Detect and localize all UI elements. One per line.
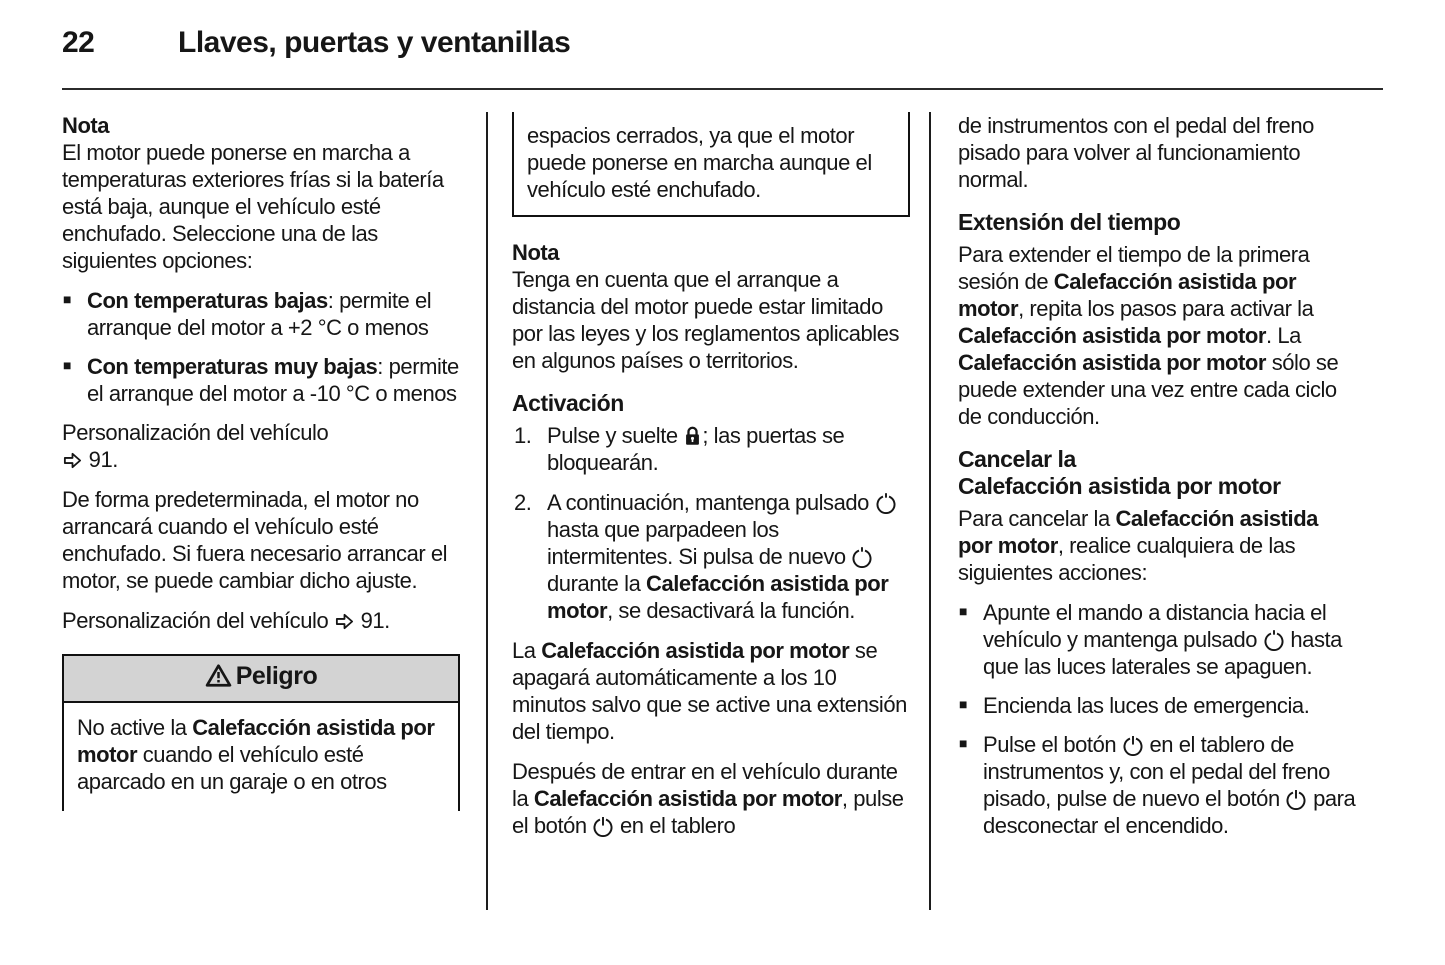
item-number: 2. — [514, 490, 532, 515]
section-heading: Cancelar la Calefacción asistida por motor — [958, 446, 1281, 499]
text: A continuación, mantenga pulsado — [547, 490, 875, 515]
list-item — [958, 692, 1356, 719]
text: : permite el arranque del motor a -10 °C o menos — [87, 354, 459, 406]
list-item-text — [983, 600, 1342, 679]
text: para desconectar el encendido. — [983, 786, 1356, 838]
list-item — [958, 731, 1356, 839]
power-icon — [592, 812, 614, 839]
bullet-marker: ■ — [959, 735, 968, 751]
numbered-list — [512, 422, 910, 624]
bold-text: Calefacción asistida por motor — [958, 323, 1267, 348]
text: ; las puertas se bloquearán. — [547, 423, 845, 475]
list-item-text — [547, 490, 897, 623]
power-icon — [1285, 785, 1307, 812]
text: , pulse el botón — [512, 786, 904, 838]
text: Pulse y suelte — [547, 423, 684, 448]
warning-box-body — [514, 112, 908, 215]
list-item — [62, 287, 460, 341]
text: hasta que parpadeen los intermitentes. Si pulsa de nuevo — [547, 517, 852, 569]
remote-start-icon — [1263, 626, 1285, 653]
warning-box — [512, 112, 910, 217]
paragraph — [958, 505, 1356, 586]
section-heading: Extensión del tiempo — [958, 209, 1181, 235]
bold-text: Calefacción asistida por motor — [541, 638, 850, 663]
text: De forma predeterminada, el motor no arrancará cuando el vehículo esté enchufado. Si fuera necesario arrancar el motor, se puede cambiar dicho ajuste. — [62, 487, 448, 593]
list-item — [958, 599, 1356, 680]
bold-text: Con temperaturas bajas — [87, 288, 328, 313]
bold-text: Calefacción asistida por motor — [77, 715, 435, 767]
remote-start-icon — [851, 543, 873, 570]
text: Personalización del vehículo — [62, 608, 334, 633]
text: durante la — [547, 571, 647, 596]
text: Para extender el tiempo de la primera sesión de — [958, 242, 1310, 294]
page-ref-arrow-icon — [62, 446, 83, 473]
note-label: Nota — [512, 240, 560, 265]
text: Encienda las luces de emergencia. — [983, 693, 1310, 718]
list-item-text — [547, 423, 844, 475]
column-1 — [62, 112, 460, 811]
text: , se desactivará la función. — [607, 598, 855, 623]
list-item-text — [983, 693, 1309, 718]
column-2 — [512, 112, 910, 852]
text: Para cancelar la — [958, 506, 1116, 531]
bold-text: Calefacción asistida por motor — [958, 350, 1267, 375]
warning-box-title: Peligro — [235, 662, 318, 690]
text: en el tablero de instrumentos y, con el pedal del freno pisado, pulse de nuevo el botón — [983, 732, 1330, 811]
paragraph — [512, 637, 910, 745]
list-item — [62, 353, 460, 407]
list-item-text — [983, 732, 1355, 838]
section-heading: Activación — [512, 390, 624, 416]
text: , realice cualquiera de las siguientes acciones: — [958, 533, 1296, 585]
paragraph — [62, 486, 460, 594]
paragraph — [62, 139, 460, 274]
text: 91. — [83, 447, 118, 472]
list-item — [512, 422, 910, 476]
list-item-text — [87, 288, 431, 340]
item-number: 1. — [514, 423, 532, 448]
bullet-marker: ■ — [63, 291, 72, 307]
note-label: Nota — [62, 113, 110, 138]
bold-text: Calefacción asistida por motor — [547, 571, 889, 623]
bold-text: Calefacción asistida por motor — [958, 269, 1297, 321]
paragraph — [958, 241, 1356, 430]
bullet-marker: ■ — [959, 603, 968, 619]
bullet-list — [62, 287, 460, 407]
text: , repita los pasos para activar la — [1018, 296, 1314, 321]
text: Personalización del vehículo — [62, 420, 329, 445]
remote-start-icon — [875, 489, 897, 516]
text: Pulse el botón — [983, 732, 1122, 757]
column-3 — [958, 112, 1356, 851]
text: sólo se puede extender una vez entre cada ciclo de conducción. — [958, 350, 1339, 429]
bold-text: Con temperaturas muy bajas — [87, 354, 378, 379]
column-divider — [929, 112, 931, 910]
text: de instrumentos con el pedal del freno pisado para volver al funcionamiento normal. — [958, 113, 1314, 192]
text: cuando el vehículo esté aparcado en un garaje o en otros — [77, 742, 387, 794]
text: se apagará automáticamente a los 10 minutos salvo que se active una extensión del tiempo. — [512, 638, 907, 744]
text: . La — [1266, 323, 1301, 348]
page-ref-arrow-icon — [334, 607, 355, 634]
text: La — [512, 638, 542, 663]
bold-text: Calefacción asistida por motor — [958, 506, 1318, 558]
warning-box-body — [64, 703, 458, 811]
paragraph — [512, 266, 910, 374]
text: espacios cerrados, ya que el motor puede ponerse en marcha aunque el vehículo esté enchufado. — [527, 123, 872, 202]
text: en el tablero — [614, 813, 736, 838]
page-title: Llaves, puertas y ventanillas — [178, 26, 571, 59]
text: Después de entrar en el vehículo durante la — [512, 759, 898, 811]
bullet-list — [958, 599, 1356, 839]
column-divider — [486, 112, 488, 910]
bold-text: Calefacción asistida por motor — [533, 786, 842, 811]
warning-box-header — [64, 656, 458, 703]
paragraph — [958, 112, 1356, 193]
page-number: 22 — [62, 26, 95, 59]
header-rule — [62, 88, 1383, 90]
warning-icon — [205, 663, 232, 694]
text: No active la — [77, 715, 193, 740]
text: 91. — [354, 608, 390, 633]
list-item — [512, 489, 910, 624]
bullet-marker: ■ — [63, 357, 72, 373]
paragraph — [512, 758, 910, 839]
text: Tenga en cuenta que el arranque a distancia del motor puede estar limitado por las leyes y los reglamentos aplicables en algunos países o territorios. — [512, 267, 900, 373]
lock-icon — [683, 422, 702, 449]
bullet-marker: ■ — [959, 696, 968, 712]
list-item-text — [87, 354, 459, 406]
text: El motor puede ponerse en marcha a temperaturas exteriores frías si la batería está baja, aunque el vehículo esté enchufado. Seleccione una de las siguientes opciones: — [62, 140, 444, 273]
power-icon — [1122, 731, 1144, 758]
warning-box — [62, 654, 460, 811]
text: hasta que las luces laterales se apaguen. — [983, 627, 1342, 679]
text: : permite el arranque del motor a +2 °C o menos — [87, 288, 432, 340]
paragraph — [62, 419, 460, 473]
text: Apunte el mando a distancia hacia el vehículo y mantenga pulsado — [983, 600, 1327, 652]
paragraph — [62, 607, 460, 634]
